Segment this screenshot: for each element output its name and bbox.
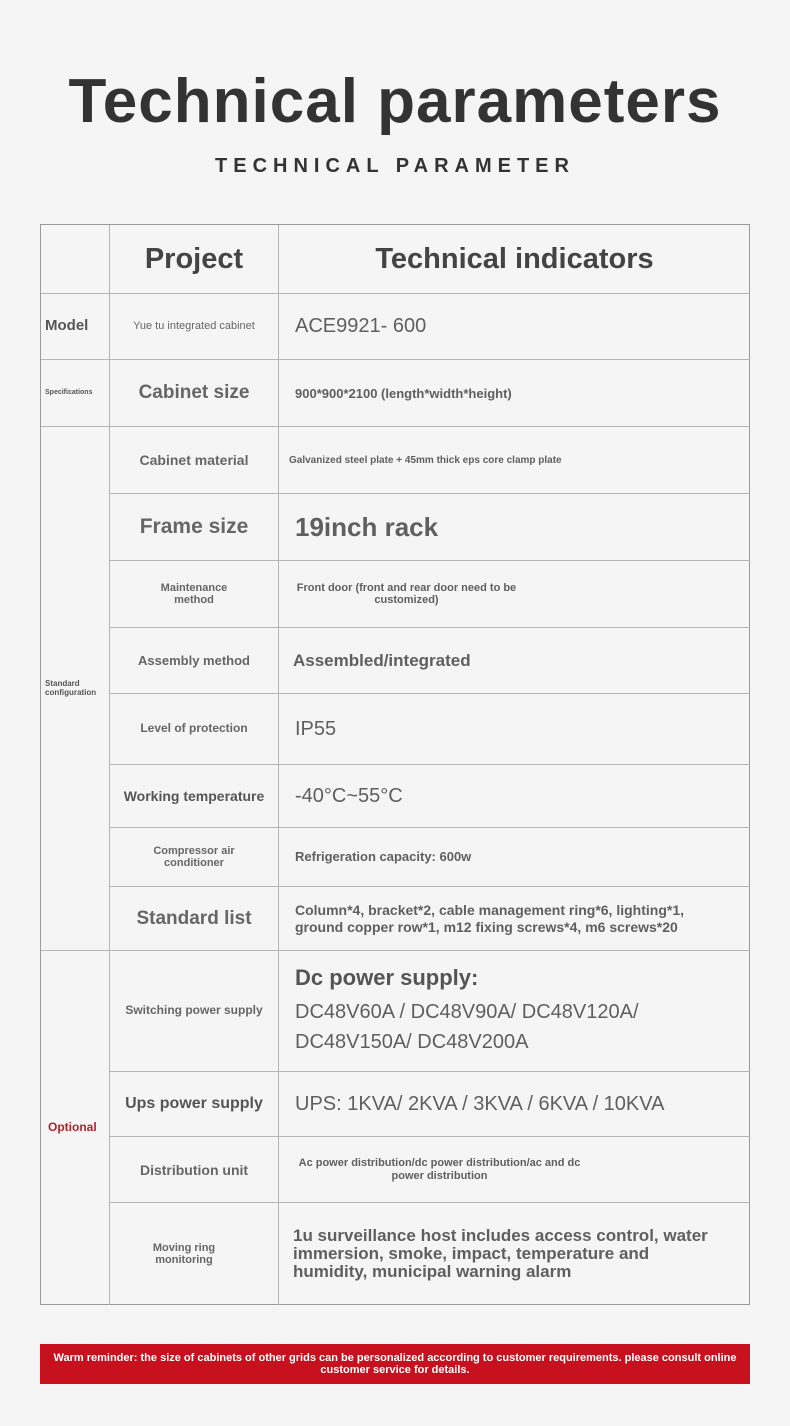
parameters-table [40, 224, 750, 1305]
row-value-level-of-protection: IP55 [279, 694, 750, 765]
row-value-distribution-unit: Ac power distribution/dc power distribution/ac and dc power distribution [279, 1137, 750, 1203]
row-project-compressor-air-conditioner: Compressor air conditioner [110, 828, 279, 887]
page-subtitle: TECHNICAL PARAMETER [215, 155, 575, 177]
header-blank-cell [41, 225, 110, 294]
header-project: Project [110, 225, 279, 294]
row-value-working-temperature: -40°C~55°C [279, 765, 750, 828]
row-project-model: Yue tu integrated cabinet [110, 294, 279, 360]
header-indicators: Technical indicators [279, 225, 750, 294]
row-value-compressor-air-conditioner: Refrigeration capacity: 600w [279, 828, 750, 887]
warm-reminder-banner: Warm reminder: the size of cabinets of other grids can be personalized according to customer requirements. please consult online customer service for details. [40, 1344, 750, 1384]
row-value-cabinet-size: 900*900*2100 (length*width*height) [279, 360, 750, 427]
row-project-distribution-unit: Distribution unit [110, 1137, 279, 1203]
row-value-ups-power-supply: UPS: 1KVA/ 2KVA / 3KVA / 6KVA / 10KVA [279, 1072, 750, 1137]
row-value-standard-list: Column*4, bracket*2, cable management ring*6, lighting*1, ground copper row*1, m12 fixing screws*4, m6 screws*20 [279, 887, 750, 951]
row-project-level-of-protection: Level of protection [110, 694, 279, 765]
row-project-assembly-method: Assembly method [110, 628, 279, 694]
row-value-assembly-method: Assembled/integrated [279, 628, 750, 694]
switching-power-models: DC48V60A / DC48V90A/ DC48V120A/ DC48V150A/ DC48V200A [295, 1001, 639, 1053]
row-project-working-temperature: Working temperature [110, 765, 279, 828]
row-project-frame-size: Frame size [110, 494, 279, 561]
category-standard-label: Standard configuration [45, 678, 97, 697]
row-project-standard-list: Standard list [110, 887, 279, 951]
row-project-moving-ring-monitoring: Moving ring monitoring [110, 1203, 279, 1305]
switching-power-heading: Dc power supply: [295, 965, 479, 990]
row-project-ups-power-supply: Ups power supply [110, 1072, 279, 1137]
row-project-cabinet-size: Cabinet size [110, 360, 279, 427]
row-project-cabinet-material: Cabinet material [110, 427, 279, 494]
category-standard-configuration [41, 427, 110, 951]
row-value-model: ACE9921- 600 [279, 294, 750, 360]
category-optional: Optional [41, 951, 110, 1305]
page-title: Technical parameters [68, 67, 722, 136]
row-value-cabinet-material: Galvanized steel plate + 45mm thick eps core clamp plate [279, 427, 750, 494]
row-project-switching-power-supply: Switching power supply [110, 951, 279, 1072]
category-model: Model [41, 294, 110, 360]
row-value-switching-power-supply [279, 951, 750, 1072]
row-value-frame-size: 19inch rack [279, 494, 750, 561]
row-value-maintenance-method: Front door (front and rear door need to be customized) [279, 561, 750, 628]
category-specifications: Specifications [41, 360, 110, 427]
row-value-moving-ring-monitoring: 1u surveillance host includes access control, water immersion, smoke, impact, temperature and humidity, municipal warning alarm [293, 1226, 708, 1281]
row-project-maintenance-method: Maintenance method [110, 561, 279, 628]
